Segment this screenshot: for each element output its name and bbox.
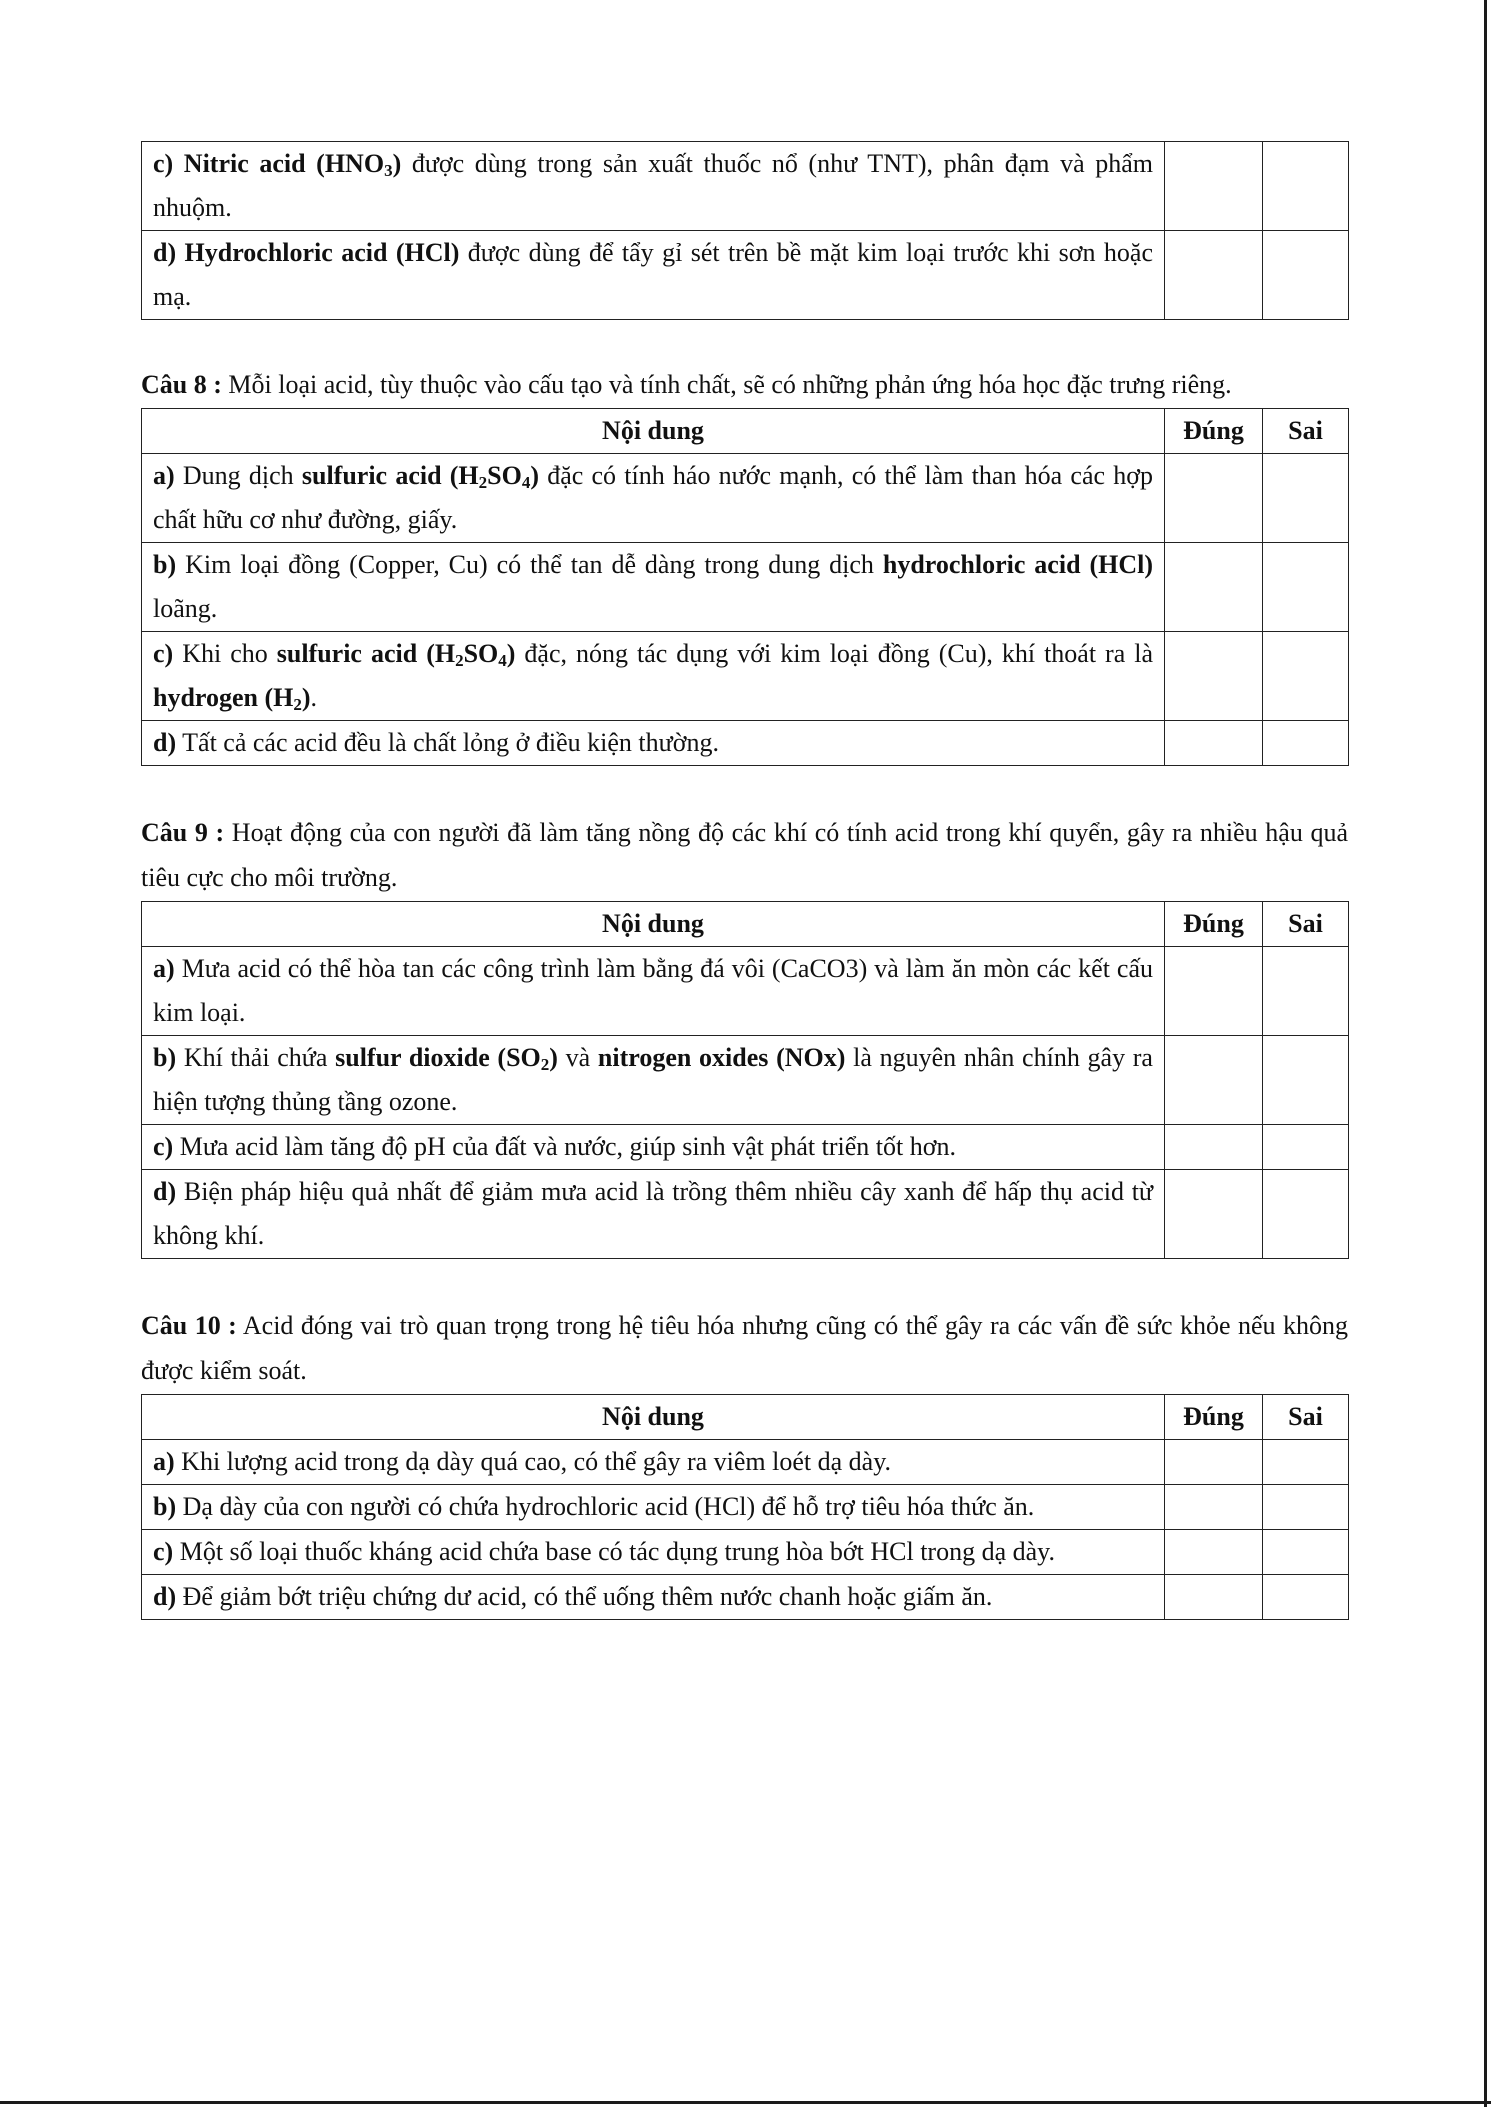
answer-false-cell[interactable]: [1263, 1485, 1349, 1530]
table-header-row: [142, 1395, 1349, 1440]
table-question-9: [141, 901, 1349, 1259]
answer-false-cell[interactable]: [1263, 454, 1349, 543]
text-segment: Khi cho: [182, 639, 277, 668]
header-content: Nội dung: [142, 409, 1165, 454]
header-content: Nội dung: [142, 1395, 1165, 1440]
table-body: [142, 947, 1349, 1259]
answer-true-cell[interactable]: [1165, 231, 1263, 320]
statement-label: a): [153, 461, 175, 490]
statement-label: c): [153, 1132, 174, 1161]
statement-label: d): [153, 1582, 177, 1611]
page-edge-bottom: [0, 2101, 1491, 2104]
question-text: Mỗi loại acid, tùy thuộc vào cấu tạo và tính chất, sẽ có những phản ứng hóa học đặc trưng riêng.: [228, 370, 1232, 399]
answer-true-cell[interactable]: [1165, 1575, 1263, 1620]
answer-true-cell[interactable]: [1165, 1036, 1263, 1125]
page-edge-right: [1484, 0, 1487, 2107]
text-segment: là nguyên nhân chính gây ra hiện tượng thủng tầng ozone.: [153, 1043, 1153, 1116]
statement-label: c): [153, 1537, 174, 1566]
answer-false-cell[interactable]: [1263, 947, 1349, 1036]
text-segment: được dùng trong sản xuất thuốc nổ (như TNT), phân đạm và phẩm nhuộm.: [153, 149, 1153, 222]
table-question-8: [141, 408, 1349, 766]
bold-text: hydrochloric acid (HCl): [882, 550, 1154, 579]
statement-text: [142, 1440, 1165, 1485]
statement-text: [142, 947, 1165, 1036]
header-true: Đúng: [1165, 1395, 1263, 1440]
text-segment: đặc, nóng tác dụng với kim loại đồng (Cu), khí thoát ra là: [515, 639, 1154, 668]
bold-text: hydrogen (H: [153, 683, 294, 712]
answer-false-cell[interactable]: [1263, 543, 1349, 632]
statement-row: [142, 231, 1349, 320]
answer-true-cell[interactable]: [1165, 454, 1263, 543]
bold-text: Nitric acid (HNO: [183, 149, 385, 178]
answer-true-cell[interactable]: [1165, 543, 1263, 632]
statement-label: d): [153, 1177, 177, 1206]
statement-text: [142, 231, 1165, 320]
text-segment: Biện pháp hiệu quả nhất để giảm mưa acid là trồng thêm nhiều cây xanh để hấp thụ acid từ không khí.: [153, 1177, 1154, 1250]
subscript: 2: [293, 695, 302, 714]
answer-false-cell[interactable]: [1263, 1575, 1349, 1620]
statement-row: [142, 1170, 1349, 1259]
table-header-row: [142, 409, 1349, 454]
header-true: Đúng: [1165, 409, 1263, 454]
bold-text: sulfuric acid (H: [301, 461, 479, 490]
statement-text: [142, 1575, 1165, 1620]
statement-row: [142, 454, 1349, 543]
subscript: 4: [521, 473, 531, 492]
text-segment: Để giảm bớt triệu chứng dư acid, có thể uống thêm nước chanh hoặc giấm ăn.: [182, 1582, 993, 1611]
question-label: Câu 9 :: [141, 818, 225, 847]
statement-row: [142, 947, 1349, 1036]
text-segment: được dùng để tẩy gỉ sét trên bề mặt kim loại trước khi sơn hoặc mạ.: [153, 238, 1154, 311]
text-segment: .: [310, 683, 318, 712]
statement-row: [142, 142, 1349, 231]
statement-label: c): [153, 639, 174, 668]
header-true: Đúng: [1165, 902, 1263, 947]
question-label: Câu 10 :: [141, 1311, 237, 1340]
statement-text: [142, 543, 1165, 632]
bold-text: ): [392, 149, 402, 178]
text-segment: Dung dịch: [182, 461, 302, 490]
text-segment: loãng.: [153, 594, 218, 623]
answer-false-cell[interactable]: [1263, 1440, 1349, 1485]
text-segment: Tất cả các acid đều là chất lỏng ở điều kiện thường.: [182, 728, 719, 757]
answer-true-cell[interactable]: [1165, 632, 1263, 721]
statement-row: [142, 1036, 1349, 1125]
answer-true-cell[interactable]: [1165, 1440, 1263, 1485]
statement-text: [142, 1530, 1165, 1575]
subscript: 2: [540, 1055, 550, 1074]
text-segment: và: [557, 1043, 598, 1072]
table-body: [142, 454, 1349, 766]
question-9: [141, 810, 1348, 900]
bold-text: sulfur dioxide (SO: [335, 1043, 541, 1072]
subscript: 2: [455, 651, 464, 670]
statement-row: [142, 1530, 1349, 1575]
statement-text: [142, 1036, 1165, 1125]
statement-label: c): [153, 149, 174, 178]
bold-text: sulfuric acid (H: [276, 639, 456, 668]
answer-true-cell[interactable]: [1165, 1485, 1263, 1530]
answer-false-cell[interactable]: [1263, 1170, 1349, 1259]
statement-row: [142, 543, 1349, 632]
answer-true-cell[interactable]: [1165, 721, 1263, 766]
table-question-7-continued: [141, 141, 1349, 320]
subscript: 2: [478, 473, 488, 492]
subscript: 4: [498, 651, 507, 670]
answer-false-cell[interactable]: [1263, 1036, 1349, 1125]
header-false: Sai: [1263, 409, 1349, 454]
question-8: [141, 362, 1348, 407]
answer-true-cell[interactable]: [1165, 1170, 1263, 1259]
table-body: [142, 1440, 1349, 1620]
statement-label: b): [153, 1492, 177, 1521]
statement-text: [142, 1485, 1165, 1530]
question-label: Câu 8 :: [141, 370, 222, 399]
answer-false-cell[interactable]: [1263, 1125, 1349, 1170]
statement-row: [142, 1125, 1349, 1170]
header-false: Sai: [1263, 902, 1349, 947]
statement-row: [142, 1485, 1349, 1530]
statement-row: [142, 632, 1349, 721]
text-segment: Kim loại đồng (Copper, Cu) có thể tan dễ dàng trong dung dịch: [185, 550, 883, 579]
answer-false-cell[interactable]: [1263, 632, 1349, 721]
statement-row: [142, 721, 1349, 766]
header-content: Nội dung: [142, 902, 1165, 947]
document-page: [141, 141, 1348, 1620]
statement-text: [142, 142, 1165, 231]
bold-text: ): [530, 461, 539, 490]
text-segment: Mưa acid có thể hòa tan các công trình làm bằng đá vôi (CaCO3) và làm ăn mòn các kết cấu kim loại.: [153, 954, 1154, 1027]
table-question-10: [141, 1394, 1349, 1620]
statement-label: a): [153, 954, 175, 983]
question-text: Acid đóng vai trò quan trọng trong hệ tiêu hóa nhưng cũng có thể gây ra các vấn đề sức khỏe nếu không được kiểm soát.: [141, 1311, 1348, 1385]
subscript: 3: [384, 161, 393, 180]
table-body: [142, 142, 1349, 320]
text-segment: Mưa acid làm tăng độ pH của đất và nước, giúp sinh vật phát triển tốt hơn.: [179, 1132, 956, 1161]
bold-text: nitrogen oxides (NOx): [597, 1043, 846, 1072]
bold-text: ): [549, 1043, 558, 1072]
statement-label: d): [153, 728, 177, 757]
statement-text: [142, 1170, 1165, 1259]
table-header-row: [142, 902, 1349, 947]
statement-label: a): [153, 1447, 175, 1476]
text-segment: Khi lượng acid trong dạ dày quá cao, có thể gây ra viêm loét dạ dày.: [181, 1447, 892, 1476]
statement-label: d): [153, 238, 177, 267]
statement-row: [142, 1575, 1349, 1620]
text-segment: Khí thải chứa: [183, 1043, 336, 1072]
answer-true-cell[interactable]: [1165, 142, 1263, 231]
answer-false-cell[interactable]: [1263, 721, 1349, 766]
bold-text: ): [506, 639, 516, 668]
answer-false-cell[interactable]: [1263, 142, 1349, 231]
answer-false-cell[interactable]: [1263, 231, 1349, 320]
statement-label: b): [153, 550, 177, 579]
statement-text: [142, 632, 1165, 721]
bold-text: SO: [487, 461, 522, 490]
text-segment: đặc có tính háo nước mạnh, có thể làm than hóa các hợp chất hữu cơ như đường, giấy.: [153, 461, 1154, 534]
header-false: Sai: [1263, 1395, 1349, 1440]
question-10: [141, 1303, 1348, 1393]
question-text: Hoạt động của con người đã làm tăng nồng độ các khí có tính acid trong khí quyển, gây ra nhiều hậu quả tiêu cực cho môi trường.: [141, 818, 1348, 892]
statement-text: [142, 454, 1165, 543]
statement-text: [142, 721, 1165, 766]
statement-label: b): [153, 1043, 177, 1072]
answer-false-cell[interactable]: [1263, 1530, 1349, 1575]
statement-row: [142, 1440, 1349, 1485]
answer-true-cell[interactable]: [1165, 1125, 1263, 1170]
statement-text: [142, 1125, 1165, 1170]
bold-text: ): [301, 683, 311, 712]
answer-true-cell[interactable]: [1165, 947, 1263, 1036]
text-segment: Một số loại thuốc kháng acid chứa base có tác dụng trung hòa bớt HCl trong dạ dày.: [179, 1537, 1055, 1566]
bold-text: Hydrochloric acid (HCl): [184, 238, 460, 267]
bold-text: SO: [463, 639, 499, 668]
text-segment: Dạ dày của con người có chứa hydrochloric acid (HCl) để hỗ trợ tiêu hóa thức ăn.: [182, 1492, 1035, 1521]
answer-true-cell[interactable]: [1165, 1530, 1263, 1575]
